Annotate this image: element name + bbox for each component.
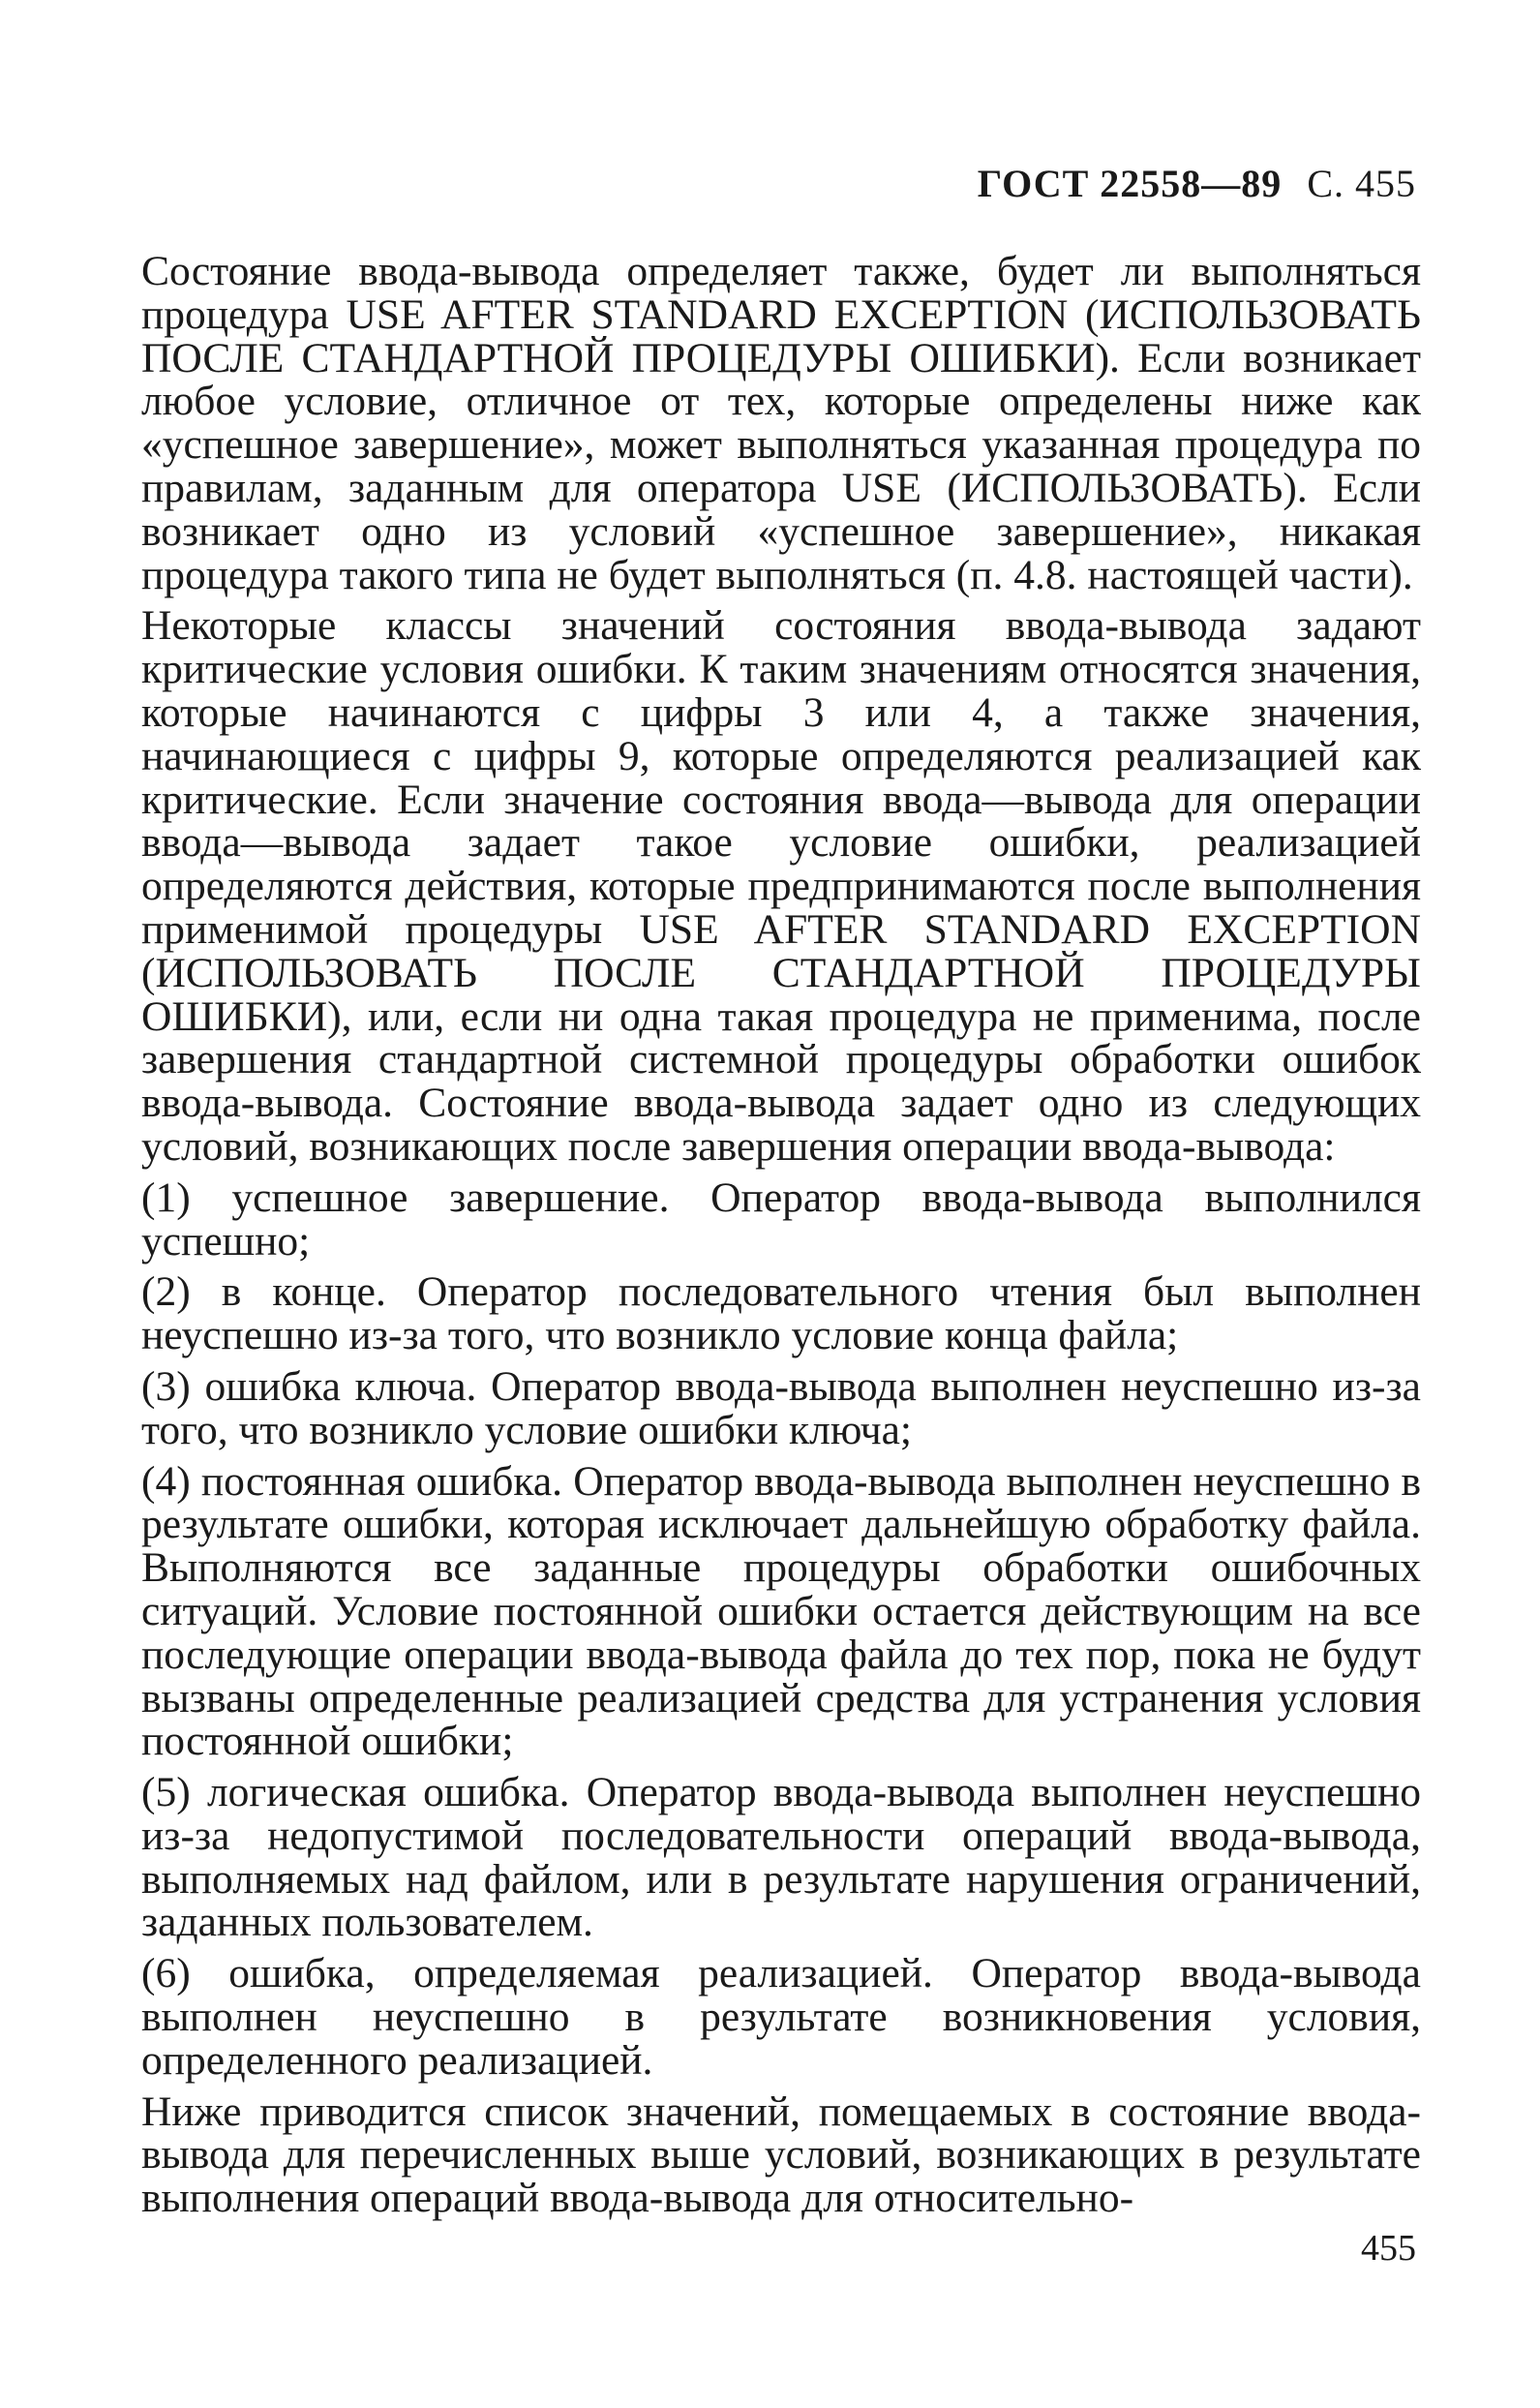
standard-designation: ГОСТ 22558—89 [977,162,1283,205]
list-item-logic-error: (5) логическая ошибка. Оператор ввода-вывода выполнен неуспешно из-за недопустимой последовательности операций ввода-вывода, выполняемых над файлом, или в результате нарушения ограничений, заданных пользователем. [141,1769,1421,1946]
page-number: 455 [1361,2228,1416,2269]
list-item-implementation-defined-error: (6) ошибка, определяемая реализацией. Оператор ввода-вывода выполнен неуспешно в результате возникновения условия, определенного реализацией. [141,1950,1421,2084]
paragraph-critical-conditions: Некоторые классы значений состояния ввода-вывода задают критические условия ошибки. К таким значениям относятся значения, которые начинаются с цифры 3 или 4, а также значения, начинающиеся с цифры 9, которые определяются реализацией как критические. Если значение состояния ввода—вывода для операции ввода—вывода задает такое условие ошибки, реализацией определяются действия, которые предпринимаются после выполнения применимой процедуры USE AFTER STANDARD EXCEPTION (ИСПОЛЬЗОВАТЬ ПОСЛЕ СТАНДАРТНОЙ ПРОЦЕДУРЫ ОШИБКИ), или, если ни одна такая процедура не применима, после завершения стандартной системной процедуры обработки ошибок ввода-вывода. Состояние ввода-вывода задает одно из следующих условий, возникающих после завершения операции ввода-вывода: [141,602,1421,1170]
list-item-permanent-error: (4) постоянная ошибка. Оператор ввода-вывода выполнен неуспешно в результате ошибки, которая исключает дальнейшую обработку файла. Выполняются все заданные процедуры обработки ошибочных ситуаций. Условие постоянной ошибки остается действующим на все последующие операции ввода-вывода файла до тех пор, пока не будут вызваны определенные реализацией средства для устранения условия постоянной ошибки; [141,1457,1421,1765]
running-header [978,161,1416,206]
list-item-successful-completion: (1) успешное завершение. Оператор ввода-вывода выполнился успешно; [141,1174,1421,1265]
paragraph-io-status-use-after: Состояние ввода-вывода определяет также, будет ли выполняться процедура USE AFTER STANDARD EXCEPTION (ИСПОЛЬЗОВАТЬ ПОСЛЕ СТАНДАРТНОЙ ПРОЦЕДУРЫ ОШИБКИ). Если возникает любое условие, отличное от тех, которые определены ниже как «успешное завершение», может выполняться указанная процедура по правилам, заданным для оператора USE (ИСПОЛЬЗОВАТЬ). Если возникает одно из условий «успешное завершение», никакая процедура такого типа не будет выполняться (п. 4.8. настоящей части). [141,248,1421,598]
body-text [141,250,1421,2228]
header-page-ref: С. 455 [1307,162,1416,205]
list-item-at-end: (2) в конце. Оператор последовательного чтения был выполнен неуспешно из-за того, что возникло условие конца файла; [141,1268,1421,1359]
paragraph-closing: Ниже приводится список значений, помещаемых в состояние ввода-вывода для перечисленных выше условий, возникающих в результате выполнения операций ввода-вывода для относительно- [141,2088,1421,2222]
list-item-key-error: (3) ошибка ключа. Оператор ввода-вывода выполнен неуспешно из-за того, что возникло условие ошибки ключа; [141,1362,1421,1453]
